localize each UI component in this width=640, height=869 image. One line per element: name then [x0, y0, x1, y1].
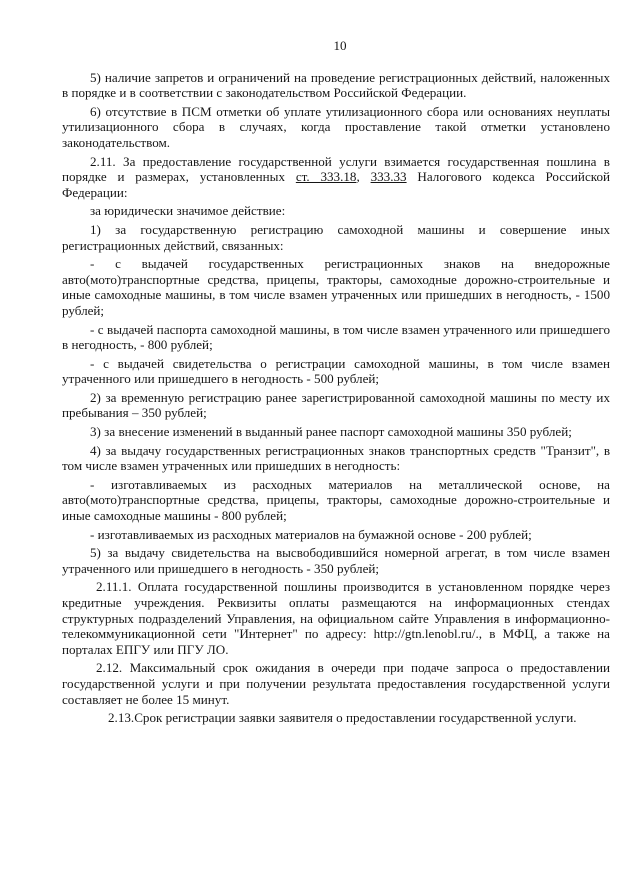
fee-item-5: 5) за выдачу свидетельства на высвободившийся номерной агрегат, в том числе взамен утраченного или пришедшего в негодность - 350 рублей; — [62, 545, 610, 576]
fee-subitem-registration-plates: - с выдачей государственных регистрационных знаков на внедорожные авто(мото)транспортные средства, прицепы, тракторы, самоходные дорожно-строительные и иные самоходные машины, в том числе взамен утраченных или пришедших в негодность, - 1500 рублей; — [62, 256, 610, 318]
fee-subitem-transit-paper: - изготавливаемых из расходных материалов на бумажной основе - 200 рублей; — [90, 526, 532, 542]
paragraph-2-11-1: 2.11.1. Оплата государственной пошлины производится в установленном порядке через кредитные учреждения. Реквизиты оплаты размещаются на информационных стендах структурных подразделений Управления, на официальном сайте Управления в информационно-телекоммуникационной сети "Интернет" по адресу: http://gtn.lenobl.ru/., в МФЦ, а также на порталах ЕПГУ или ПГУ ЛО. — [62, 579, 610, 657]
law-link-article-333-33[interactable]: 333.33 — [370, 169, 407, 185]
fee-subitem-machine-passport: - с выдачей паспорта самоходной машины, в том числе взамен утраченного или пришедшего в негодность, - 800 рублей; — [62, 321, 610, 353]
legal-action-heading: за юридически значимое действие: — [90, 203, 286, 219]
paragraph-2-12: 2.12. Максимальный срок ожидания в очереди при подаче запроса о предоставлении государственной услуги и при получении результата предоставления государственной услуги составляет не более 15 минут. — [62, 660, 610, 707]
fee-item-4: 4) за выдачу государственных регистрационных знаков транспортных средств "Транзит", в том числе взамен утраченных или пришедших в негодность: — [62, 442, 610, 474]
paragraph-2-11-text-start: 2.11. За предоставление государственной услуги взимается государственная пошлина в порядке и размерах, установленных — [62, 153, 610, 185]
paragraph-item-6: 6) отсутствие в ПСМ отметки об уплате утилизационного сбора или основаниях неуплаты утилизационного сбора в случаях, когда проставление такой отметки установлено законодательством. — [62, 103, 610, 150]
fee-item-1: 1) за государственную регистрацию самоходной машины и совершение иных регистрационных действий, связанных: — [62, 221, 610, 253]
paragraph-2-13: 2.13.Срок регистрации заявки заявителя о предоставлении государственной услуги. — [108, 710, 577, 726]
fee-item-3: 3) за внесение изменений в выданный ранее паспорт самоходной машины 350 рублей; — [90, 424, 572, 440]
paragraph-2-11 — [62, 154, 610, 201]
fee-subitem-registration-certificate: - с выдачей свидетельства о регистрации самоходной машины, в том числе взамен утраченного или пришедшего в негодность - 500 рублей; — [62, 355, 610, 387]
paragraph-item-5: 5) наличие запретов и ограничений на проведение регистрационных действий, наложенных в порядке и в соответствии с законодательством Российской Федерации. — [62, 69, 610, 101]
fee-item-2: 2) за временную регистрацию ранее зарегистрированной самоходной машины по месту их пребывания – 350 рублей; — [62, 389, 610, 421]
fee-subitem-transit-metal: - изготавливаемых из расходных материалов на металлической основе, на авто(мото)транспортные средства, прицепы, тракторы, самоходные дорожно-строительные и иные самоходные машины - 800 рублей; — [62, 476, 610, 524]
paragraph-2-11-separator: , — [356, 169, 371, 185]
paragraph-2-11-text-end: Налогового кодекса Российской Федерации: — [62, 169, 611, 200]
page-number: 10 — [333, 38, 347, 53]
law-link-article-333-18[interactable]: ст. 333.18 — [295, 169, 357, 185]
